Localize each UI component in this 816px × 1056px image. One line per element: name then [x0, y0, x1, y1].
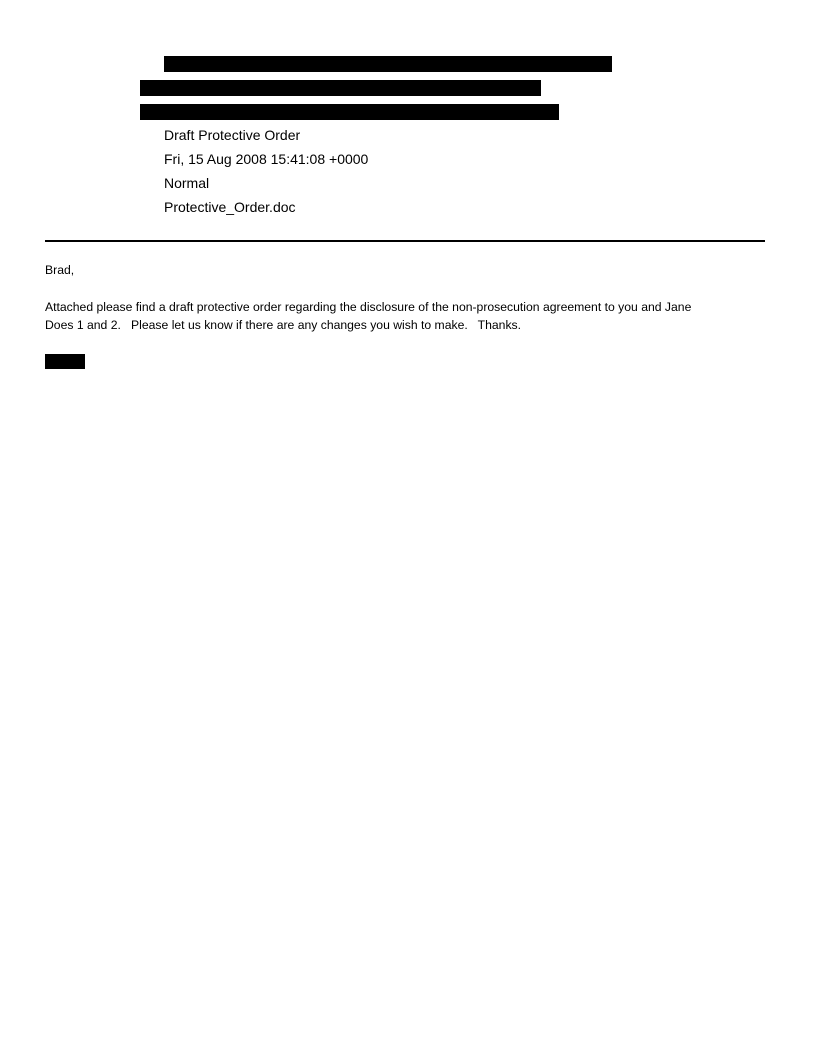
- message-paragraph: [45, 298, 770, 334]
- importance-value: Normal: [164, 175, 210, 191]
- date-value: Fri, 15 Aug 2008 15:41:08 +0000: [164, 151, 369, 167]
- message-line-2: Does 1 and 2. Please let us know if there are any changes you wish to make. Thanks.: [45, 318, 522, 332]
- header-divider: [45, 240, 765, 242]
- attachments-value: Protective_Order.doc: [164, 199, 296, 215]
- redaction-from-line1: [164, 56, 612, 72]
- subject-value: Draft Protective Order: [164, 127, 301, 143]
- redaction-from-line2: [140, 80, 541, 96]
- redaction-signature: [45, 354, 85, 369]
- redaction-from-line3: [140, 104, 559, 120]
- greeting: Brad,: [45, 263, 75, 277]
- message-line-1: Attached please find a draft protective order regarding the disclosure of the non-prosecution agreement to you and Jane: [45, 300, 692, 314]
